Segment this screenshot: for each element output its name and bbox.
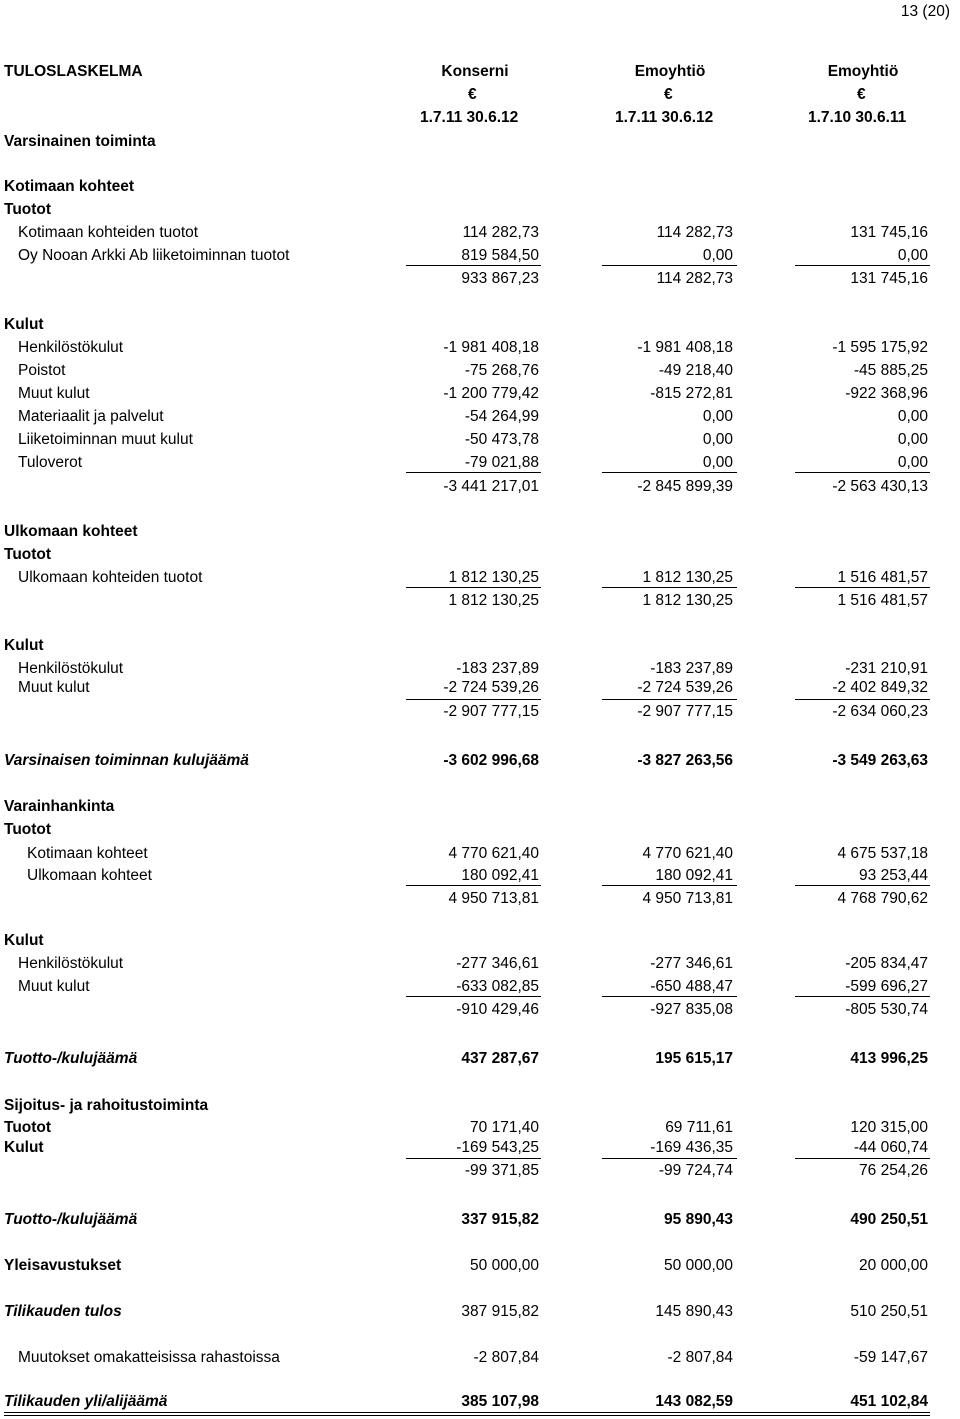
row-value-emoyhtio-current: 0,00 — [702, 408, 733, 425]
row-value-emoyhtio-previous: 0,00 — [897, 247, 928, 264]
subtotal-emoyhtio-current: -2 845 899,39 — [637, 478, 733, 495]
sum-underline — [406, 265, 541, 266]
total-konserni: 337 915,82 — [461, 1211, 539, 1228]
subtotal-emoyhtio-previous: 76 254,26 — [859, 1162, 928, 1179]
sum-underline — [795, 885, 930, 886]
subtotal-konserni: 1 812 130,25 — [448, 592, 539, 609]
row-value-emoyhtio-current: -1 981 408,18 — [637, 339, 733, 356]
total-konserni: 385 107,98 — [461, 1393, 539, 1410]
row-label: Muut kulut — [18, 978, 90, 995]
row-value-emoyhtio-previous: 120 315,00 — [850, 1119, 928, 1136]
sum-underline — [406, 472, 541, 473]
row-value-emoyhtio-previous: 0,00 — [897, 408, 928, 425]
subtotal-emoyhtio-previous: -2 563 430,13 — [832, 478, 928, 495]
total-emoyhtio-current: 143 082,59 — [655, 1393, 733, 1410]
row-value-emoyhtio-previous: 131 745,16 — [850, 224, 928, 241]
currency-konserni: € — [468, 86, 477, 103]
row-value-emoyhtio-current: -650 488,47 — [650, 978, 733, 995]
row-value-emoyhtio-previous: -59 147,67 — [853, 1349, 928, 1366]
subtotal-emoyhtio-current: -2 907 777,15 — [637, 703, 733, 720]
row-value-konserni: -2 724 539,26 — [443, 679, 539, 696]
period-emoyhtio-1: 1.7.11 30.6.12 — [615, 109, 714, 126]
subtotal-emoyhtio-current: -99 724,74 — [658, 1162, 733, 1179]
row-label: Oy Nooan Arkki Ab liiketoiminnan tuotot — [18, 247, 290, 264]
section-tuotot: Tuotot — [4, 546, 52, 563]
row-value-konserni: -169 543,25 — [456, 1139, 539, 1156]
total-emoyhtio-current: -3 827 263,56 — [637, 752, 733, 769]
row-label: Henkilöstökulut — [18, 955, 124, 972]
subtotal-konserni: 933 867,23 — [461, 270, 539, 287]
row-value-emoyhtio-previous: -45 885,25 — [853, 362, 928, 379]
row-label: Kotimaan kohteet — [27, 845, 148, 862]
row-value-emoyhtio-previous: 1 516 481,57 — [837, 569, 928, 586]
subtotal-emoyhtio-current: 114 282,73 — [656, 270, 733, 287]
row-value-emoyhtio-current: 50 000,00 — [664, 1257, 733, 1274]
row-value-emoyhtio-previous: -205 834,47 — [845, 955, 928, 972]
sum-underline — [406, 885, 541, 886]
row-value-emoyhtio-previous: 20 000,00 — [859, 1257, 928, 1274]
subtotal-konserni: -2 907 777,15 — [443, 703, 539, 720]
row-value-konserni: 114 282,73 — [462, 224, 539, 241]
sum-underline — [602, 885, 737, 886]
row-value-konserni: 50 000,00 — [470, 1257, 539, 1274]
row-label: Muutokset omakatteisissa rahastoissa — [18, 1349, 280, 1366]
row-value-konserni: 4 770 621,40 — [448, 845, 539, 862]
section-varainhankinta: Varainhankinta — [4, 798, 115, 815]
row-value-emoyhtio-current: -2 724 539,26 — [637, 679, 733, 696]
row-value-emoyhtio-current: -277 346,61 — [650, 955, 733, 972]
subtotal-emoyhtio-previous: -805 530,74 — [845, 1001, 928, 1018]
sum-underline — [602, 1158, 737, 1159]
subtotal-emoyhtio-current: 4 950 713,81 — [642, 890, 733, 907]
sum-underline — [406, 996, 541, 997]
total-konserni: -3 602 996,68 — [443, 752, 539, 769]
total-emoyhtio-current: 195 615,17 — [655, 1050, 733, 1067]
sum-underline — [406, 587, 541, 588]
total-label-tilikauden-tulos: Tilikauden tulos — [4, 1303, 122, 1320]
sum-underline — [406, 699, 541, 700]
row-value-emoyhtio-previous: 0,00 — [897, 454, 928, 471]
row-label: Tuotot — [4, 1119, 52, 1136]
total-emoyhtio-previous: 451 102,84 — [850, 1393, 928, 1410]
row-value-emoyhtio-current: 0,00 — [702, 247, 733, 264]
column-header-emoyhtio-1: Emoyhtiö — [634, 63, 706, 80]
row-value-emoyhtio-current: 145 890,43 — [655, 1303, 733, 1320]
sum-underline — [602, 587, 737, 588]
sum-underline — [602, 472, 737, 473]
total-emoyhtio-previous: 413 996,25 — [850, 1050, 928, 1067]
row-value-konserni: -183 237,89 — [456, 660, 539, 677]
row-value-konserni: -54 264,99 — [464, 408, 539, 425]
row-value-konserni: 70 171,40 — [470, 1119, 539, 1136]
row-value-konserni: -277 346,61 — [456, 955, 539, 972]
row-value-emoyhtio-previous: 4 675 537,18 — [837, 845, 928, 862]
row-value-emoyhtio-previous: -231 210,91 — [845, 660, 928, 677]
section-ulkomaan-kohteet: Ulkomaan kohteet — [4, 523, 138, 540]
total-label: Varsinaisen toiminnan kulujäämä — [4, 752, 249, 769]
row-label: Ulkomaan kohteiden tuotot — [18, 569, 203, 586]
sum-underline — [795, 699, 930, 700]
row-label: Henkilöstökulut — [18, 339, 124, 356]
section-sijoitus-rahoitustoiminta: Sijoitus- ja rahoitustoiminta — [4, 1097, 209, 1114]
statement-title: TULOSLASKELMA — [4, 63, 143, 80]
row-label: Liiketoiminnan muut kulut — [18, 431, 193, 448]
total-label: Tuotto-/kulujäämä — [4, 1211, 138, 1228]
row-value-emoyhtio-current: 0,00 — [702, 431, 733, 448]
row-value-emoyhtio-previous: -922 368,96 — [845, 385, 928, 402]
total-emoyhtio-previous: -3 549 263,63 — [832, 752, 928, 769]
row-value-konserni: -79 021,88 — [464, 454, 539, 471]
row-value-emoyhtio-current: 4 770 621,40 — [642, 845, 733, 862]
section-varsinainen-toiminta: Varsinainen toiminta — [4, 133, 156, 150]
row-value-emoyhtio-current: -169 436,35 — [650, 1139, 733, 1156]
row-value-konserni: 180 092,41 — [461, 867, 539, 884]
total-konserni: 437 287,67 — [461, 1050, 539, 1067]
sum-underline — [795, 996, 930, 997]
period-emoyhtio-2: 1.7.10 30.6.11 — [808, 109, 907, 126]
section-tuotot: Tuotot — [4, 821, 52, 838]
sum-underline — [795, 265, 930, 266]
row-value-emoyhtio-current: 1 812 130,25 — [642, 569, 733, 586]
row-value-konserni: -75 268,76 — [464, 362, 539, 379]
section-kulut: Kulut — [4, 637, 44, 654]
row-value-konserni: -50 473,78 — [464, 431, 539, 448]
period-konserni: 1.7.11 30.6.12 — [420, 109, 519, 126]
row-value-emoyhtio-current: 69 711,61 — [665, 1119, 733, 1136]
row-value-emoyhtio-current: 180 092,41 — [655, 867, 733, 884]
total-emoyhtio-previous: 490 250,51 — [850, 1211, 928, 1228]
subtotal-emoyhtio-current: -927 835,08 — [650, 1001, 733, 1018]
total-label-tilikauden-yli-alijaama: Tilikauden yli/alijäämä — [4, 1393, 168, 1410]
row-value-emoyhtio-current: 0,00 — [702, 454, 733, 471]
subtotal-emoyhtio-previous: 131 745,16 — [850, 270, 928, 287]
currency-emoyhtio-2: € — [857, 86, 866, 103]
sum-underline — [406, 1158, 541, 1159]
row-label: Kotimaan kohteiden tuotot — [18, 224, 199, 241]
sum-underline — [602, 996, 737, 997]
row-label: Ulkomaan kohteet — [27, 867, 152, 884]
subtotal-emoyhtio-previous: 1 516 481,57 — [837, 592, 928, 609]
page-number: 13 (20) — [900, 3, 950, 20]
total-label: Tuotto-/kulujäämä — [4, 1050, 138, 1067]
row-label: Muut kulut — [18, 679, 90, 696]
row-value-emoyhtio-previous: 0,00 — [897, 431, 928, 448]
row-label: Kulut — [4, 1139, 44, 1156]
row-label: Henkilöstökulut — [18, 660, 124, 677]
row-value-emoyhtio-current: 114 282,73 — [656, 224, 733, 241]
row-value-konserni: 387 915,82 — [461, 1303, 539, 1320]
sum-underline — [795, 1158, 930, 1159]
section-kulut: Kulut — [4, 932, 44, 949]
column-header-emoyhtio-2: Emoyhtiö — [827, 63, 899, 80]
row-label: Materiaalit ja palvelut — [18, 408, 164, 425]
section-kulut: Kulut — [4, 316, 44, 333]
sum-underline — [602, 699, 737, 700]
sum-underline — [602, 265, 737, 266]
row-value-emoyhtio-previous: 93 253,44 — [859, 867, 928, 884]
row-value-emoyhtio-previous: 510 250,51 — [850, 1303, 928, 1320]
currency-emoyhtio-1: € — [664, 86, 673, 103]
subtotal-konserni: -910 429,46 — [456, 1001, 539, 1018]
row-value-emoyhtio-current: -815 272,81 — [650, 385, 733, 402]
subtotal-emoyhtio-previous: 4 768 790,62 — [837, 890, 928, 907]
row-value-konserni: 819 584,50 — [461, 247, 539, 264]
subtotal-konserni: -99 371,85 — [464, 1162, 539, 1179]
row-value-konserni: -2 807,84 — [473, 1349, 539, 1366]
row-value-konserni: -1 981 408,18 — [443, 339, 539, 356]
section-tuotot: Tuotot — [4, 201, 52, 218]
sum-underline — [795, 587, 930, 588]
row-value-emoyhtio-current: -183 237,89 — [650, 660, 733, 677]
row-value-konserni: -633 082,85 — [456, 978, 539, 995]
final-double-underline — [4, 1412, 930, 1416]
row-value-konserni: -1 200 779,42 — [443, 385, 539, 402]
row-value-konserni: 1 812 130,25 — [448, 569, 539, 586]
row-value-emoyhtio-previous: -1 595 175,92 — [832, 339, 928, 356]
sum-underline — [795, 472, 930, 473]
row-label: Tuloverot — [18, 454, 83, 471]
row-label: Muut kulut — [18, 385, 90, 402]
column-header-konserni: Konserni — [441, 63, 509, 80]
subtotal-emoyhtio-current: 1 812 130,25 — [642, 592, 733, 609]
subtotal-emoyhtio-previous: -2 634 060,23 — [832, 703, 928, 720]
subtotal-konserni: -3 441 217,01 — [443, 478, 539, 495]
row-value-emoyhtio-current: -2 807,84 — [667, 1349, 733, 1366]
section-kotimaan-kohteet: Kotimaan kohteet — [4, 178, 135, 195]
total-emoyhtio-current: 95 890,43 — [664, 1211, 733, 1228]
row-value-emoyhtio-previous: -599 696,27 — [845, 978, 928, 995]
row-value-emoyhtio-current: -49 218,40 — [658, 362, 733, 379]
row-label-yleisavustukset: Yleisavustukset — [4, 1257, 122, 1274]
subtotal-konserni: 4 950 713,81 — [448, 890, 539, 907]
row-value-emoyhtio-previous: -2 402 849,32 — [832, 679, 928, 696]
row-label: Poistot — [18, 362, 66, 379]
row-value-emoyhtio-previous: -44 060,74 — [853, 1139, 928, 1156]
